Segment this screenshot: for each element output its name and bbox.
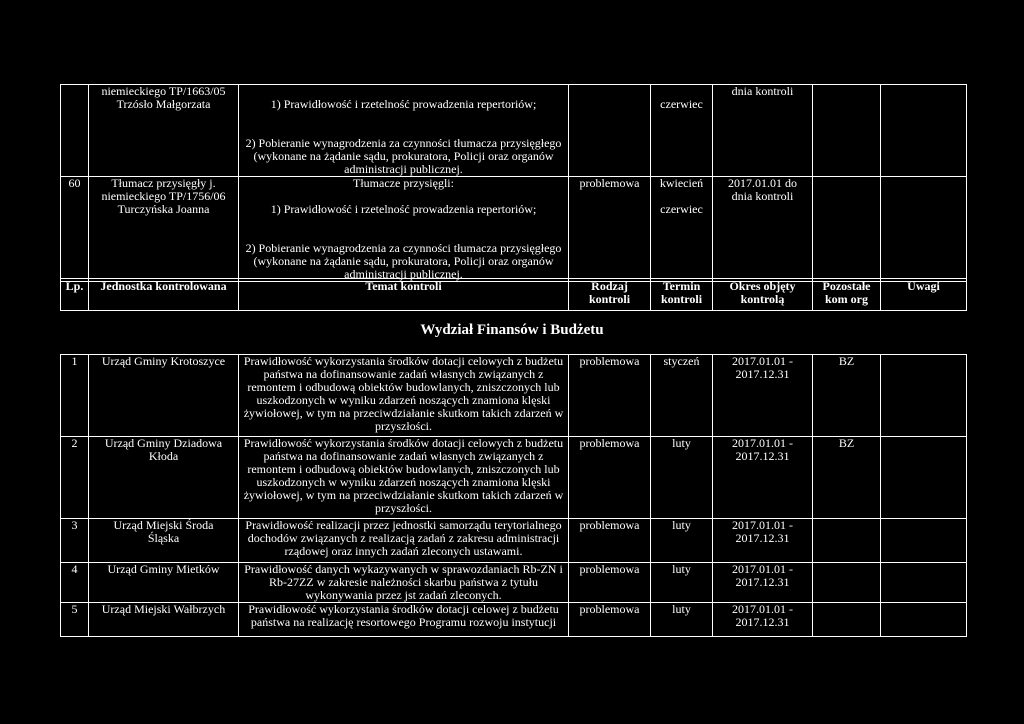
rows-row bbox=[61, 437, 967, 519]
cell-topic: Prawidłowość wykorzystania środków dotacji celowych z budżetu państwa na dofinansowanie zadań własnych związanych z remontem i odbudową obiektów budowlanych, zniszczonych lub uszkodzonych w wyniku zdarzeń noszących znamiona klęski żywiołowej, w tym na przeciwdziałanie skutkom takich zdarzeń w przyszłości. bbox=[239, 437, 569, 519]
department-title: Wydział Finansów i Budżetu bbox=[420, 322, 604, 338]
cell-topic: Prawidłowość wykorzystania środków dotacji celowych z budżetu państwa na dofinansowanie zadań własnych związanych z remontem i odbudową obiektów budowlanych, zniszczonych lub uszkodzonych w wyniku zdarzeń noszących znamiona klęski żywiołowej, w tym na przeciwdziałanie skutkom takich zdarzeń w przyszłości. bbox=[239, 355, 569, 437]
cell-period: 2017.01.01 - 2017.12.31 bbox=[713, 437, 813, 519]
cell-period: 2017.01.01 - 2017.12.31 bbox=[713, 519, 813, 563]
cell-notes bbox=[881, 177, 967, 282]
top_rows-row bbox=[61, 85, 967, 177]
cell-period: 2017.01.01 - 2017.12.31 bbox=[713, 355, 813, 437]
inspection-table bbox=[60, 354, 967, 637]
cell-topic: Prawidłowość danych wykazywanych w sprawozdaniach Rb-ZN i Rb-27ZZ w zakresie należności skarbu państwa z tytułu wykonywania przez jst zadań zleconych. bbox=[239, 563, 569, 603]
cell-lp: 3 bbox=[61, 519, 89, 563]
cell-lp bbox=[61, 85, 89, 177]
cell-other bbox=[813, 177, 881, 282]
header-period: Okres objęty kontrolą bbox=[713, 279, 813, 311]
cell-term: styczeń bbox=[651, 355, 713, 437]
cell-term: kwiecień czerwiec bbox=[651, 177, 713, 282]
rows-row bbox=[61, 355, 967, 437]
cell-period: 2017.01.01 - 2017.12.31 bbox=[713, 603, 813, 637]
cell-notes bbox=[881, 85, 967, 177]
cell-notes bbox=[881, 603, 967, 637]
cell-lp: 4 bbox=[61, 563, 89, 603]
cell-other bbox=[813, 519, 881, 563]
cell-notes bbox=[881, 519, 967, 563]
rows-row bbox=[61, 603, 967, 637]
rows-row bbox=[61, 563, 967, 603]
cell-type: problemowa bbox=[569, 177, 651, 282]
header-other: Pozostałe kom org bbox=[813, 279, 881, 311]
header-term: Termin kontroli bbox=[651, 279, 713, 311]
cell-notes bbox=[881, 437, 967, 519]
header-unit: Jednostka kontrolowana bbox=[89, 279, 239, 311]
cell-other: BZ bbox=[813, 355, 881, 437]
header-lp: Lp. bbox=[61, 279, 89, 311]
cell-other bbox=[813, 563, 881, 603]
cell-period: 2017.01.01 do dnia kontroli bbox=[713, 177, 813, 282]
top_rows-row bbox=[61, 177, 967, 282]
cell-term: luty bbox=[651, 603, 713, 637]
cell-unit: niemieckiego TP/1663/05 Trzósło Małgorzata bbox=[89, 85, 239, 177]
cell-topic: 1) Prawidłowość i rzetelność prowadzenia repertoriów; 2) Pobieranie wynagrodzenia za czynności tłumacza przysięgłego (wykonane na żądanie sądu, prokuratora, Policji oraz organów administracji publicznej. bbox=[239, 85, 569, 177]
cell-unit: Urząd Gminy Dziadowa Kłoda bbox=[89, 437, 239, 519]
cell-lp: 5 bbox=[61, 603, 89, 637]
cell-topic: Prawidłowość realizacji przez jednostki samorządu terytorialnego dochodów związanych z realizacją zadań z zakresu administracji rządowej oraz innych zadań zleconych ustawami. bbox=[239, 519, 569, 563]
cell-type: problemowa bbox=[569, 603, 651, 637]
header-type: Rodzaj kontroli bbox=[569, 279, 651, 311]
table-header bbox=[60, 278, 967, 311]
cell-other bbox=[813, 85, 881, 177]
cell-type: problemowa bbox=[569, 563, 651, 603]
cell-term: czerwiec bbox=[651, 85, 713, 177]
cell-other: BZ bbox=[813, 437, 881, 519]
cell-term: luty bbox=[651, 563, 713, 603]
rows-row bbox=[61, 519, 967, 563]
cell-period: dnia kontroli bbox=[713, 85, 813, 177]
cell-type bbox=[569, 85, 651, 177]
cell-unit: Urząd Miejski Środa Śląska bbox=[89, 519, 239, 563]
previous-page-table bbox=[60, 84, 967, 282]
cell-term: luty bbox=[651, 519, 713, 563]
cell-unit: Tłumacz przysięgły j. niemieckiego TP/1756/06 Turczyńska Joanna bbox=[89, 177, 239, 282]
cell-notes bbox=[881, 563, 967, 603]
cell-unit: Urząd Gminy Krotoszyce bbox=[89, 355, 239, 437]
cell-topic: Tłumacze przysięgli: 1) Prawidłowość i rzetelność prowadzenia repertoriów; 2) Pobieranie wynagrodzenia za czynności tłumacza przysięgłego (wykonane na żądanie sądu, prokuratora, Policji oraz organów administracji publicznej. bbox=[239, 177, 569, 282]
cell-lp: 1 bbox=[61, 355, 89, 437]
cell-lp: 2 bbox=[61, 437, 89, 519]
cell-other bbox=[813, 603, 881, 637]
cell-type: problemowa bbox=[569, 519, 651, 563]
cell-unit: Urząd Gminy Mietków bbox=[89, 563, 239, 603]
header-topic: Temat kontroli bbox=[239, 279, 569, 311]
cell-lp: 60 bbox=[61, 177, 89, 282]
cell-notes bbox=[881, 355, 967, 437]
cell-topic: Prawidłowość wykorzystania środków dotacji celowej z budżetu państwa na realizację resortowego Programu rozwoju instytucji bbox=[239, 603, 569, 637]
cell-type: problemowa bbox=[569, 437, 651, 519]
cell-type: problemowa bbox=[569, 355, 651, 437]
cell-term: luty bbox=[651, 437, 713, 519]
cell-unit: Urząd Miejski Wałbrzych bbox=[89, 603, 239, 637]
cell-period: 2017.01.01 - 2017.12.31 bbox=[713, 563, 813, 603]
header-notes: Uwagi bbox=[881, 279, 967, 311]
